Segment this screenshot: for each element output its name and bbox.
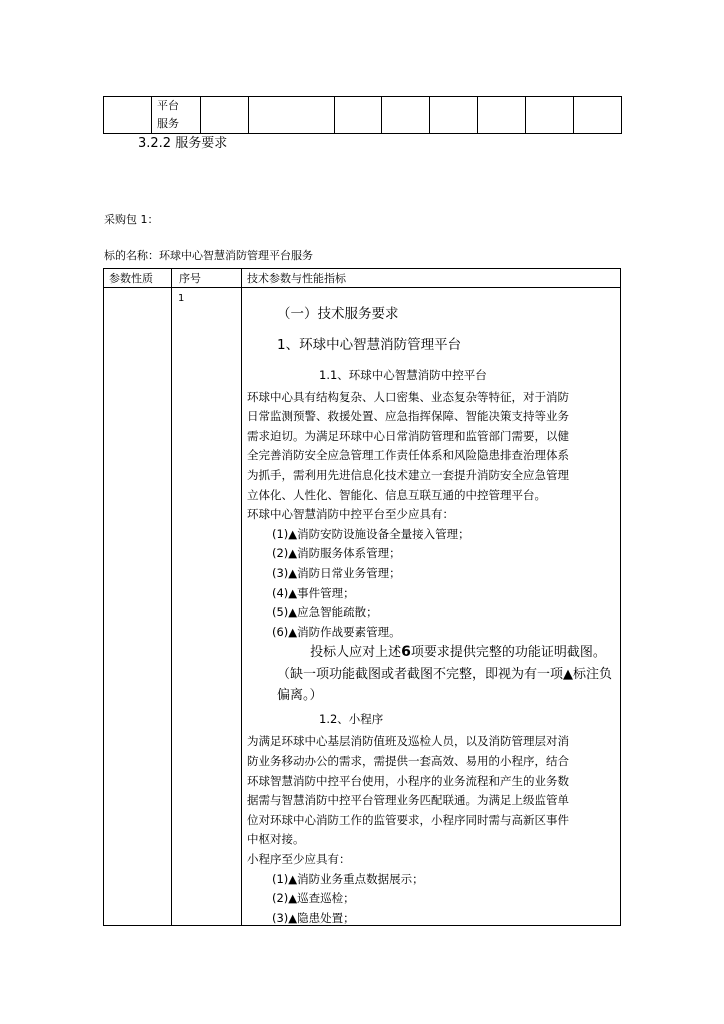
top-cell xyxy=(104,97,152,134)
top-cell xyxy=(382,97,430,134)
note-before: 投标人应对上述 xyxy=(310,645,402,661)
heading-control-platform: 1.1、环球中心智慧消防中控平台 xyxy=(319,368,487,382)
paragraph-line: 中枢对接。 xyxy=(247,832,305,847)
list-lead: 环球中心智慧消防中控平台至少应具有： xyxy=(247,507,454,522)
paragraph-line: 日常监测预警、救援处置、应急指挥保障、智能决策支持等业务 xyxy=(247,409,569,424)
note-number: 6 xyxy=(401,644,411,661)
paragraph-line: 立体化、人性化、智能化、信息互联互通的中控管理平台。 xyxy=(247,487,546,502)
top-cell xyxy=(335,97,382,134)
list-item: (1)▲消防业务重点数据展示； xyxy=(272,871,424,886)
header-divider xyxy=(104,287,620,288)
package-label: 采购包 1： xyxy=(104,213,159,226)
top-cell xyxy=(526,97,574,134)
heading-service-requirements: （一）技术服务要求 xyxy=(277,306,399,322)
list-item: (2)▲巡查巡检； xyxy=(272,891,355,906)
paragraph-line: 为抓手，需利用先进信息化技术建立一套提升消防安全应急管理 xyxy=(247,467,569,482)
section-title: 3.2.2 服务要求 xyxy=(138,136,228,151)
top-cell xyxy=(249,97,335,134)
heading-mini-program: 1.2、小程序 xyxy=(319,711,384,726)
list-item: (3)▲消防日常业务管理； xyxy=(272,565,401,580)
top-cell xyxy=(201,97,249,134)
paragraph-line: 据需与智慧消防中控平台管理业务匹配联通。为满足上级监管单 xyxy=(247,793,569,808)
header-param-type: 参数性质 xyxy=(109,272,153,285)
header-index: 序号 xyxy=(179,272,201,285)
spec-content xyxy=(247,289,619,926)
paragraph-line: 全完善消防安全应急管理工作责任体系和风险隐患排查治理体系 xyxy=(247,448,569,463)
paragraph-line: 为满足环球中心基层消防值班及巡检人员，以及消防管理层对消 xyxy=(247,734,569,749)
list-item: (6)▲消防作战要素管理。 xyxy=(272,624,401,639)
top-cell-label xyxy=(152,97,201,134)
paragraph-line: 位对环球中心消防工作的监管要求，小程序同时需与高新区事件 xyxy=(247,812,569,827)
paragraph-line: 环球中心具有结构复杂、人口密集、业态复杂等特征，对于消防 xyxy=(247,389,569,404)
list-item: (1)▲消防安防设施设备全量接入管理； xyxy=(272,526,470,541)
top-cell-label-line2: 服务 xyxy=(157,117,179,130)
bid-name-label: 标的名称：环球中心智慧消防管理平台服务 xyxy=(104,249,313,262)
column-divider xyxy=(241,269,242,925)
paragraph-line: 防业务移动办公的需求，需提供一套高效、易用的小程序，结合 xyxy=(247,754,569,768)
top-cell xyxy=(574,97,622,134)
heading-platform: 1、环球中心智慧消防管理平台 xyxy=(277,337,462,353)
top-table xyxy=(103,96,622,134)
list-lead: 小程序至少应具有： xyxy=(247,851,351,866)
list-item: (4)▲事件管理； xyxy=(272,585,355,600)
top-cell xyxy=(430,97,478,134)
list-item: (3)▲隐患处置； xyxy=(272,910,355,925)
note-after: 项要求提供完整的功能证明截图。（缺一项功能截图或者截图不完整，即视为有一项▲标注负偏离。） xyxy=(277,645,612,704)
screenshot-note xyxy=(277,642,619,707)
list-item: (5)▲应急智能疏散； xyxy=(272,605,378,620)
list-item: (2)▲消防服务体系管理； xyxy=(272,546,401,561)
paragraph-line: 需求迫切。为满足环球中心日常消防管理和监管部门需要，以健 xyxy=(247,428,569,443)
top-cell-label-line1: 平台 xyxy=(157,99,179,112)
header-spec: 技术参数与性能指标 xyxy=(247,272,346,285)
top-cell xyxy=(478,97,526,134)
row-index: 1 xyxy=(178,293,185,304)
paragraph-line: 环球智慧消防中控平台使用，小程序的业务流程和产生的业务数 xyxy=(247,773,569,788)
top-table-row xyxy=(104,97,622,134)
column-divider xyxy=(171,269,172,925)
spec-table xyxy=(103,268,621,926)
